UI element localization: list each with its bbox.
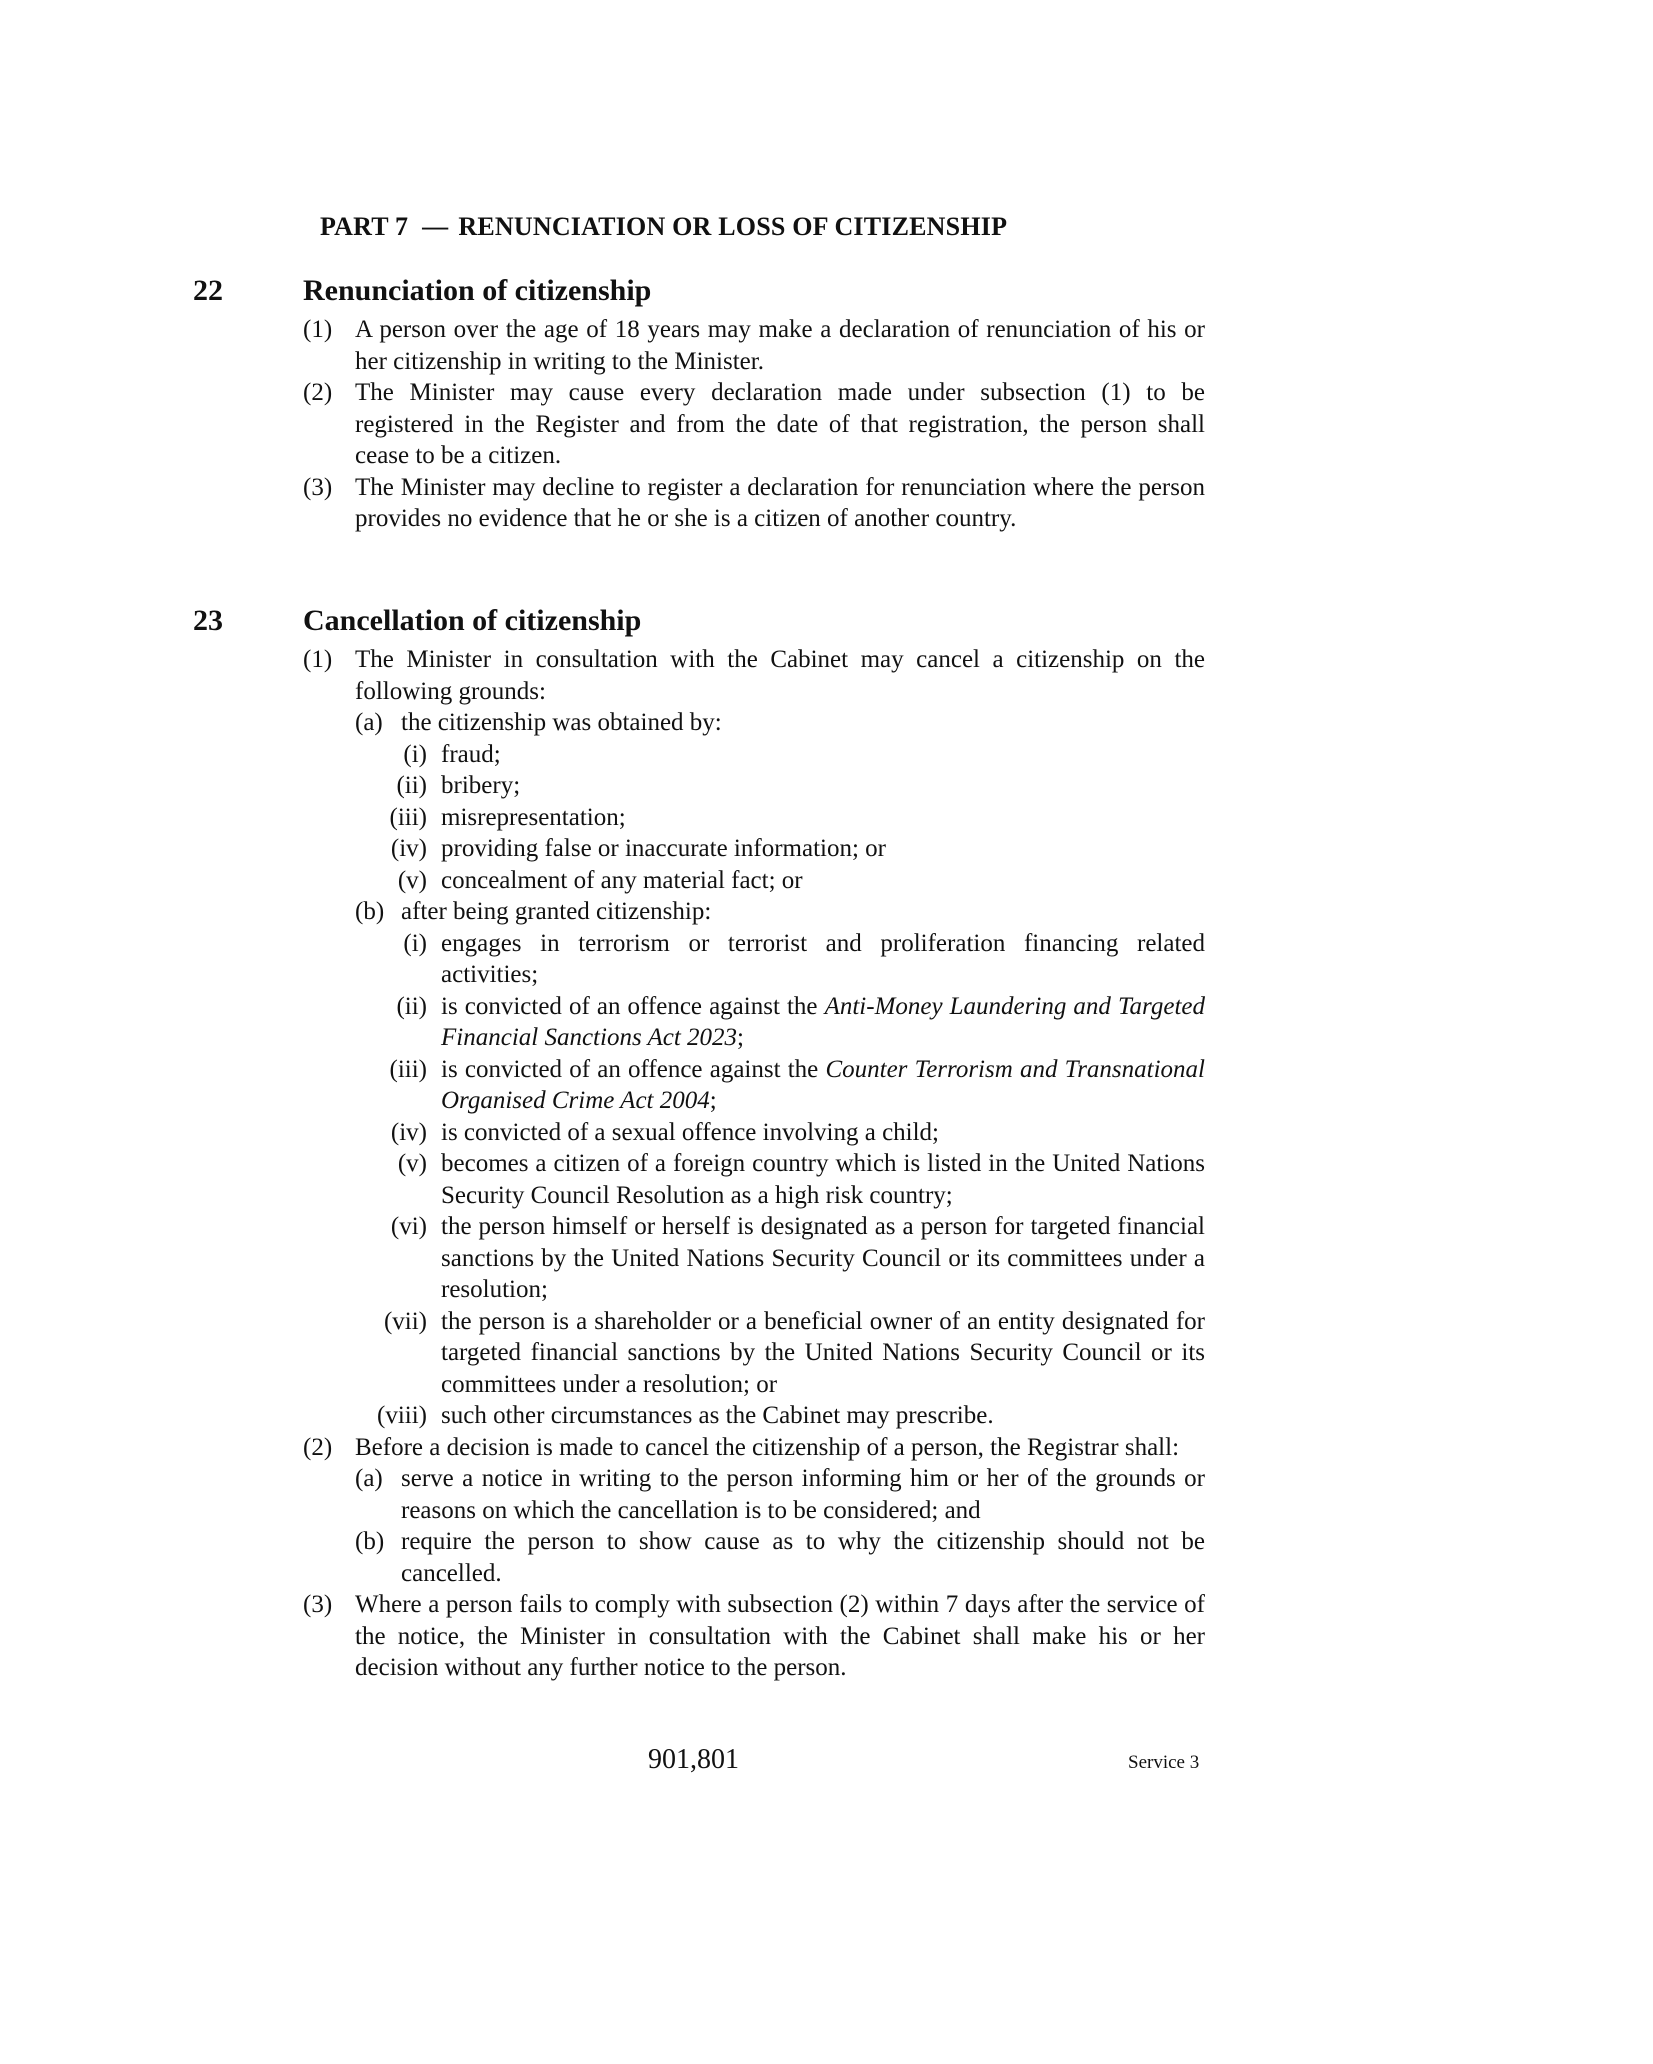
subsection-text: Where a person fails to comply with subsection (2) within 7 days after the service of the notice, the Minister in consultation with the Cabinet shall make his or her decision without any further notice to the person.	[355, 1591, 1205, 1681]
subparagraph-text: misrepresentation;	[441, 803, 626, 831]
subsection-text: The Minister in consultation with the Cabinet may cancel a citizenship on the following grounds:	[355, 646, 1205, 705]
section-body	[303, 644, 1205, 1684]
subsection-label: (1)	[303, 316, 333, 343]
section-heading	[193, 274, 1205, 314]
paragraph	[355, 1463, 1205, 1526]
subparagraph-label: (i)	[403, 740, 427, 768]
subparagraph	[355, 1148, 1205, 1211]
part-label: PART 7	[320, 212, 409, 241]
subparagraph	[355, 928, 1205, 991]
paragraph-label: (a)	[355, 1465, 383, 1492]
paragraph-text: serve a notice in writing to the person informing him or her of the grounds or reasons on which the cancellation is to be considered; and	[401, 1465, 1205, 1524]
subparagraph-text: such other circumstances as the Cabinet may prescribe.	[441, 1402, 994, 1429]
subparagraph-label: (vi)	[390, 1213, 427, 1240]
paragraph	[355, 1526, 1205, 1589]
subparagraph-text: the person himself or herself is designated as a person for targeted financial sanctions by the United Nations Security Council or its committees under a resolution;	[441, 1213, 1205, 1303]
subparagraph-text: is convicted of a sexual offence involving a child;	[441, 1118, 939, 1146]
part-dash: —	[422, 212, 449, 241]
subsection	[303, 472, 1205, 535]
subparagraph	[355, 739, 1205, 771]
subparagraph-label: (i)	[403, 929, 427, 957]
subparagraph	[355, 1117, 1205, 1149]
paragraph-label: (a)	[355, 709, 383, 736]
subsection	[303, 314, 1205, 377]
paragraph	[355, 707, 1205, 896]
subparagraph-text	[441, 1054, 1205, 1117]
part-heading	[320, 212, 1007, 242]
act-title: Anti-Money Laundering and Targeted Financial Sanctions Act 2023	[441, 992, 1205, 1051]
subparagraph-label: (ii)	[396, 992, 427, 1020]
subparagraph-text: engages in terrorism or terrorist and proliferation financing related activities;	[441, 929, 1205, 988]
section-body	[303, 314, 1205, 535]
subparagraph	[355, 802, 1205, 834]
subparagraph-label: (ii)	[396, 772, 427, 799]
section-title: Cancellation of citizenship	[303, 604, 642, 637]
paragraph-label: (b)	[355, 898, 385, 925]
text-suffix: ;	[709, 1087, 717, 1114]
subsection-label: (2)	[303, 1433, 333, 1461]
section-number: 23	[193, 604, 223, 637]
subparagraph-label: (v)	[397, 866, 427, 894]
section-23	[193, 604, 1205, 1684]
subsection	[303, 1589, 1205, 1684]
subsection-text: A person over the age of 18 years may make a declaration of renunciation of his or her citizenship in writing to the Minister.	[355, 316, 1205, 375]
subparagraph	[355, 991, 1205, 1054]
paragraph	[355, 896, 1205, 1432]
subparagraph-text: concealment of any material fact; or	[441, 866, 803, 894]
subsection	[303, 377, 1205, 472]
footer-service-number: Service 3	[1128, 1752, 1200, 1773]
subsection-text: Before a decision is made to cancel the citizenship of a person, the Registrar shall:	[355, 1433, 1180, 1461]
paragraph-label: (b)	[355, 1528, 385, 1555]
subparagraph	[355, 1211, 1205, 1306]
subparagraph-text	[441, 991, 1205, 1054]
subparagraph-text: fraud;	[441, 740, 501, 768]
section-title: Renunciation of citizenship	[303, 274, 652, 307]
subsection-label: (1)	[303, 646, 333, 673]
text-suffix: ;	[737, 1024, 744, 1051]
subparagraph	[355, 833, 1205, 865]
subparagraph	[355, 1054, 1205, 1117]
paragraph-text: the citizenship was obtained by:	[401, 709, 722, 736]
subparagraph-text: bribery;	[441, 772, 521, 799]
text-prefix: is convicted of an offence against the	[441, 1055, 826, 1083]
section-heading	[193, 604, 1205, 644]
footer-page-code: 901,801	[648, 1744, 739, 1775]
subsection-label: (3)	[303, 1591, 333, 1618]
subparagraph-label: (v)	[397, 1150, 427, 1177]
part-title: RENUNCIATION OR LOSS OF CITIZENSHIP	[458, 212, 1008, 241]
section-number: 22	[193, 274, 223, 307]
subsection	[303, 644, 1205, 1432]
subsection-label: (2)	[303, 379, 333, 406]
subparagraph-label: (iv)	[390, 1118, 427, 1146]
subparagraph-text: the person is a shareholder or a beneficial owner of an entity designated for targeted financial sanctions by the United Nations Security Council or its committees under a resolution; or	[441, 1307, 1205, 1398]
subparagraph-label: (iv)	[390, 835, 427, 862]
subsection-label: (3)	[303, 473, 333, 501]
subparagraph	[355, 770, 1205, 802]
subparagraph-label: (iii)	[389, 803, 427, 831]
subparagraph-text: becomes a citizen of a foreign country which is listed in the United Nations Security Council Resolution as a high risk country;	[441, 1150, 1205, 1209]
subparagraph	[355, 1306, 1205, 1401]
subparagraph-text: providing false or inaccurate information; or	[441, 835, 886, 862]
subparagraph-label: (vii)	[383, 1307, 427, 1335]
subparagraph	[355, 865, 1205, 897]
subsection	[303, 1432, 1205, 1590]
subparagraph-label: (iii)	[389, 1055, 427, 1083]
subparagraph-label: (viii)	[377, 1402, 427, 1429]
text-prefix: is convicted of an offence against the	[441, 992, 825, 1020]
act-title: Counter Terrorism and Transnational Organised Crime Act 2004	[441, 1055, 1205, 1114]
paragraph-text: require the person to show cause as to why the citizenship should not be cancelled.	[401, 1528, 1205, 1587]
subsection-text: The Minister may decline to register a declaration for renunciation where the person provides no evidence that he or she is a citizen of another country.	[355, 473, 1205, 532]
subparagraph	[355, 1400, 1205, 1432]
paragraph-text: after being granted citizenship:	[401, 898, 712, 925]
subsection-text: The Minister may cause every declaration made under subsection (1) to be registered in the Register and from the date of that registration, the person shall cease to be a citizen.	[355, 379, 1205, 469]
section-22	[193, 274, 1205, 535]
